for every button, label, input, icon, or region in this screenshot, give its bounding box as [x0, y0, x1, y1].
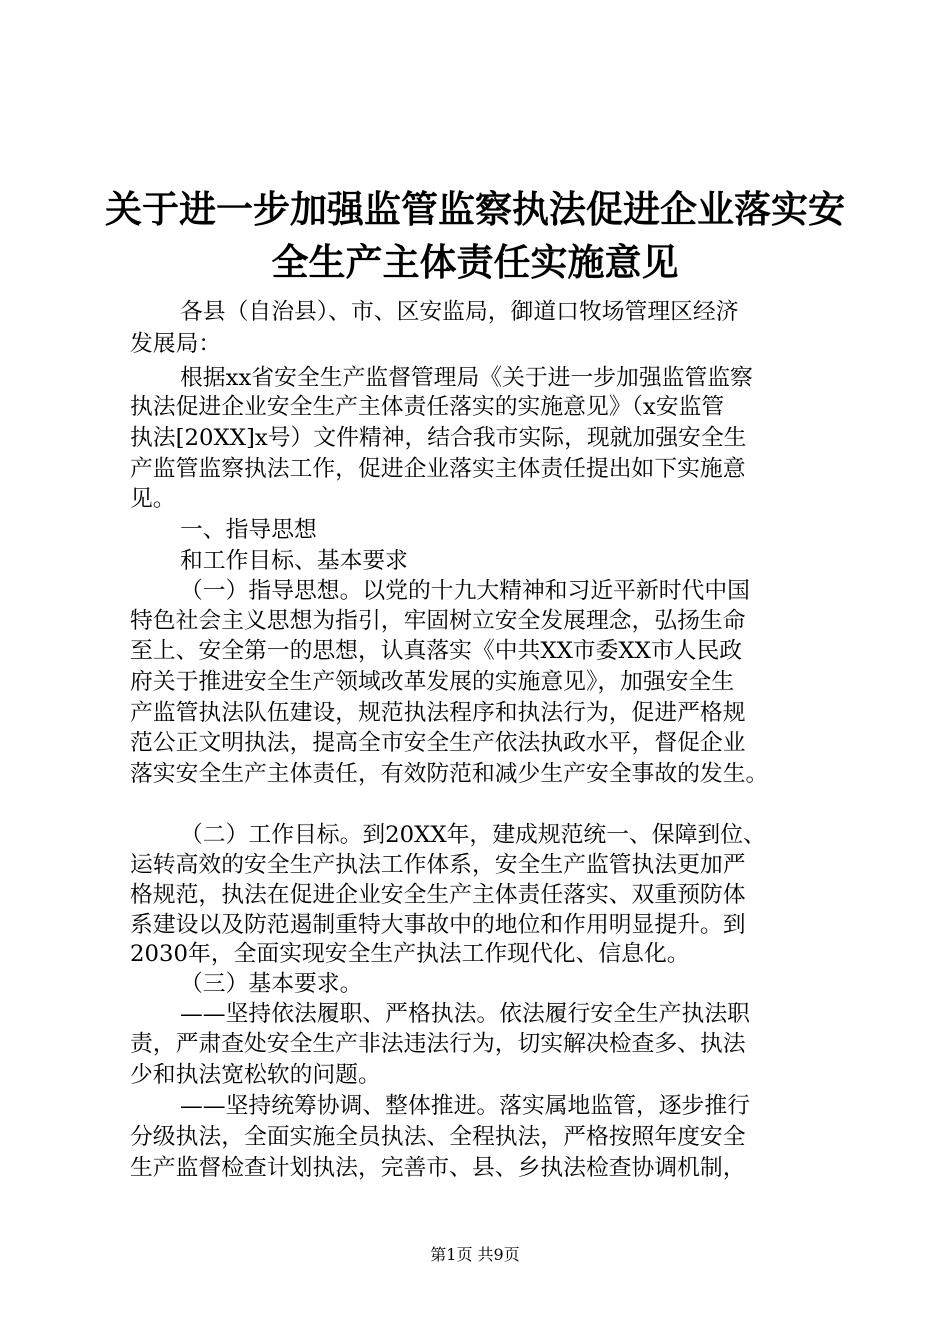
paragraph-line: 生产监督检查计划执法，完善市、县、乡执法检查协调机制，	[130, 1155, 746, 1181]
paragraph-line: 少和执法宽松软的问题。	[130, 1062, 381, 1088]
paragraph-line: （二）工作目标。到20XX年，建成规范统一、保障到位、	[180, 822, 766, 848]
paragraph-line: 府关于推进安全生产领域改革发展的实施意见》，加强安全生	[130, 669, 735, 695]
paragraph-line: 发展局：	[130, 331, 222, 357]
paragraph-line: 各县（自治县）、市、区安监局，御道口牧场管理区经济	[180, 299, 739, 325]
paragraph-line: 见。	[130, 486, 176, 512]
page-number-footer: 第1页 共9页	[430, 1245, 520, 1264]
paragraph-line: 落实安全生产主体责任，有效防范和减少生产安全事故的发生。	[130, 761, 769, 787]
section-heading-continuation: 和工作目标、基本要求	[180, 548, 408, 574]
paragraph-line: 特色社会主义思想为指引，牢固树立安全发展理念，弘扬生命	[130, 608, 746, 634]
paragraph-line: 产监管监察执法工作，促进企业落实主体责任提出如下实施意	[130, 456, 746, 482]
paragraph-line: 执法促进企业安全生产主体责任落实的实施意见》（x安监管	[130, 394, 725, 420]
paragraph-line: 格规范，执法在促进企业安全生产主体责任落实、双重预防体	[130, 882, 746, 908]
paragraph-line: 分级执法，全面实施全员执法、全程执法，严格按照年度安全	[130, 1124, 746, 1150]
paragraph-line: ——坚持统筹协调、整体推进。落实属地监管，逐步推行	[180, 1093, 750, 1119]
paragraph-line: 至上、安全第一的思想，认真落实《中共XX市委XX市人民政	[130, 638, 743, 664]
paragraph-line: 根据xx省安全生产监督管理局《关于进一步加强监管监察	[180, 365, 753, 391]
paragraph-line: 执法[20XX]x号）文件精神，结合我市实际，现就加强安全生	[130, 425, 747, 451]
section-heading: 一、指导思想	[180, 517, 317, 543]
paragraph-line: （三）基本要求。	[180, 971, 363, 997]
paragraph-line: 2030年，全面实现安全生产执法工作现代化、信息化。	[130, 941, 690, 967]
document-title-line-1: 关于进一步加强监管监察执法促进企业落实安	[105, 188, 845, 231]
paragraph-line: 产监管执法队伍建设，规范执法程序和执法行为，促进严格规	[130, 700, 746, 726]
paragraph-line: 范公正文明执法，提高全市安全生产依法执政水平，督促企业	[130, 730, 746, 756]
document-title-line-2: 全生产主体责任实施意见	[271, 241, 679, 284]
paragraph-line: ——坚持依法履职、严格执法。依法履行安全生产执法职	[180, 1001, 750, 1027]
paragraph-line: （一）指导思想。以党的十九大精神和习近平新时代中国	[180, 578, 750, 604]
paragraph-line: 运转高效的安全生产执法工作体系，安全生产监管执法更加严	[130, 852, 746, 878]
paragraph-line: 责，严肃查处安全生产非法违法行为，切实解决检查多、执法	[130, 1031, 746, 1057]
paragraph-line: 系建设以及防范遏制重特大事故中的地位和作用明显提升。到	[130, 912, 746, 938]
